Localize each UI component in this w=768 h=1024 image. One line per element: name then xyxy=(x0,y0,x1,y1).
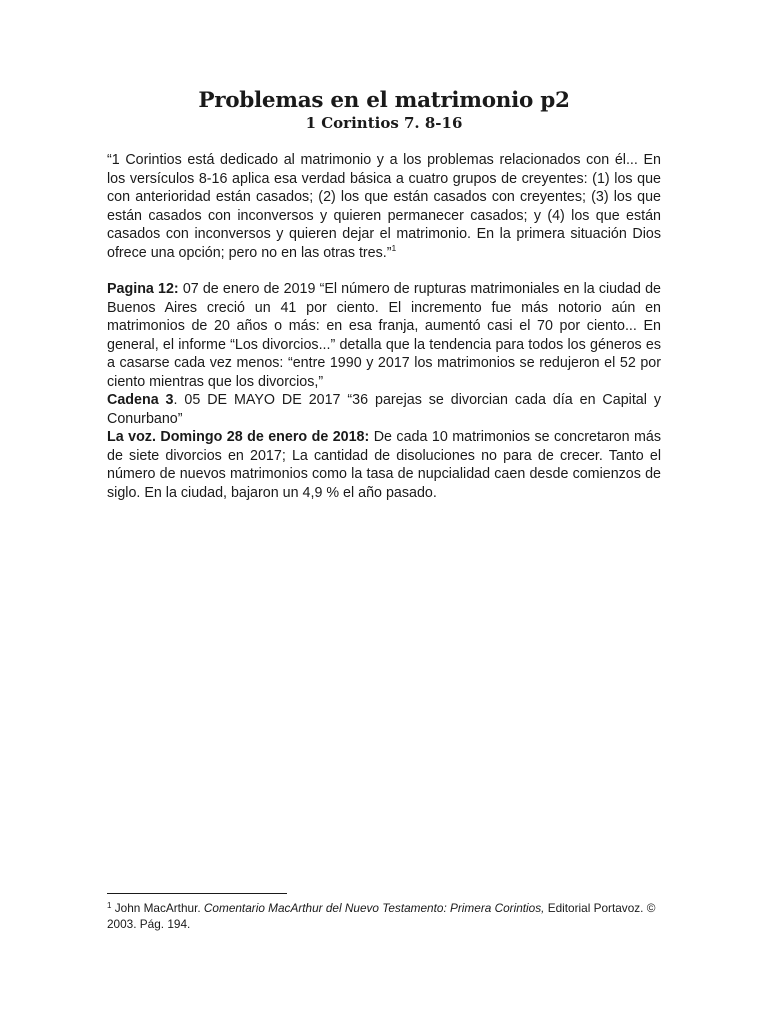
document-page xyxy=(107,88,661,502)
source-label: Pagina 12: xyxy=(107,281,179,297)
footnote-book-title: Comentario MacArthur del Nuevo Testamento: Primera Corintios, xyxy=(203,901,545,915)
source-paragraph xyxy=(107,391,661,428)
footnote xyxy=(107,900,661,932)
footnote-marker: 1 xyxy=(107,901,112,910)
source-text: De cada 10 matrimonios se concretaron más de siete divorcios en 2017; La cantidad de disoluciones no para de crecer. Tanto el número de nuevos matrimonios como la tasa de nupcialidad caen desde comienzos de siglo. En la ciudad, bajaron un 4,9 % el año pasado. xyxy=(107,429,661,501)
source-paragraph xyxy=(107,428,661,502)
footnote-reference[interactable]: 1 xyxy=(391,242,397,253)
source-paragraph xyxy=(107,280,661,391)
source-text: 07 de enero de 2019 “El número de rupturas matrimoniales en la ciudad de Buenos Aires creció un 41 por ciento. El incremento fue más notorio aún en matrimonios de 20 años o más: en esa franja, aumentó casi el 70 por ciento... En general, el informe “Los divorcios...” detalla que la tendencia para todos los géneros es a casarse cada vez menos: “entre 1990 y 2017 los matrimonios se redujeron el 52 por ciento mientras que los divorcios,” xyxy=(107,281,661,390)
source-label: La voz. Domingo 28 de enero de 2018: xyxy=(107,429,370,445)
intro-quote-text: “1 Corintios está dedicado al matrimonio y a los problemas relacionados con él... En los versículos 8-16 aplica esa verdad básica a cuatro grupos de creyentes: (1) los que con anterioridad están casados; (2) los que están casados con creyentes; (3) los que están casados con inconversos y quieren permanecer casados; y (4) los que están casados con inconversos y quieren dejar el matrimonio. En la primera situación Dios ofrece una opción; pero no en las otras tres.” xyxy=(107,152,661,261)
footnote-divider xyxy=(107,893,287,894)
intro-quote-paragraph xyxy=(107,151,661,262)
page-subtitle: 1 Corintios 7. 8-16 xyxy=(305,114,463,132)
page-title: Problemas en el matrimonio p2 xyxy=(198,88,570,113)
source-text: . 05 DE MAYO DE 2017 “36 parejas se divorcian cada día en Capital y Conurbano” xyxy=(107,392,661,427)
footnote-publisher: Editorial Portavoz. © 2003. Pág. 194. xyxy=(107,901,656,931)
source-label: Cadena 3 xyxy=(107,392,174,408)
footnote-author: John MacArthur. xyxy=(111,901,204,915)
